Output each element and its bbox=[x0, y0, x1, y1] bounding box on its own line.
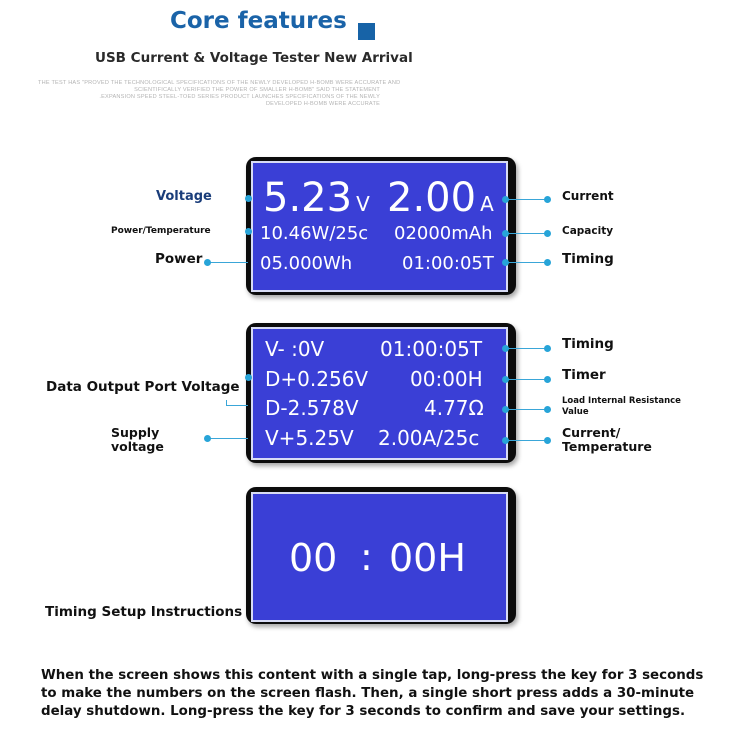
vminus-readout: V- :0V bbox=[265, 337, 325, 361]
label-current-temperature bbox=[562, 426, 652, 455]
label-capacity: Capacity bbox=[562, 225, 614, 237]
label-power: Power bbox=[155, 251, 203, 267]
connector-dot bbox=[544, 196, 551, 203]
timer-readout: 00:00H bbox=[410, 367, 483, 391]
timer-separator: : bbox=[360, 535, 373, 579]
connector-dot bbox=[502, 406, 509, 413]
page-title: Core features bbox=[170, 8, 347, 34]
connector-line bbox=[226, 405, 248, 406]
current-unit: A bbox=[480, 192, 494, 216]
fineprint-line: SCIENTIFICALLY VERIFIED THE POWER OF SMALLER H-BOMB" SAID THE STATEMENT bbox=[134, 87, 380, 93]
power-temperature-readout: 10.46W/25c bbox=[260, 223, 369, 244]
label-timing-2: Timing bbox=[562, 336, 614, 352]
connector-dot bbox=[544, 376, 551, 383]
display-2-screen bbox=[251, 327, 508, 460]
timer-hours: 00 bbox=[289, 536, 338, 580]
connector-dot bbox=[245, 228, 252, 235]
label-data-port-voltage: Data Output Port Voltage bbox=[46, 379, 240, 395]
connector-dot bbox=[502, 345, 509, 352]
connector-dot bbox=[544, 406, 551, 413]
timing-readout: 01:00:05T bbox=[380, 337, 483, 361]
timing-readout: 01:00:05T bbox=[402, 253, 494, 274]
label-load-resistance bbox=[562, 396, 681, 418]
connector-line bbox=[208, 438, 248, 439]
connector-dot bbox=[502, 437, 509, 444]
current-value: 2.00 bbox=[387, 175, 477, 221]
connector-dot bbox=[502, 376, 509, 383]
capacity-readout: 02000mAh bbox=[394, 223, 493, 244]
label-timer: Timer bbox=[562, 367, 606, 383]
connector-dot bbox=[502, 259, 509, 266]
supply-label-line: Supply bbox=[111, 425, 160, 440]
fineprint-line: THE TEST HAS "PROVED THE TECHNOLOGICAL SPECIFICATIONS OF THE NEWLY DEVELOPED H-BOMB WERE ACCURATE AND bbox=[38, 80, 401, 86]
connector-dot bbox=[245, 374, 252, 381]
label-timing-setup: Timing Setup Instructions bbox=[45, 604, 243, 620]
connector-dot bbox=[502, 230, 509, 237]
connector-dot bbox=[544, 230, 551, 237]
label-timing: Timing bbox=[562, 251, 614, 267]
instructions-paragraph: When the screen shows this content with a single tap, long-press the key for 3 seconds to make the numbers on the screen flash. Then, a single short press adds a 30-minute delay shutdown. Long-press the key for 3 seconds to confirm and save your settings. bbox=[41, 668, 704, 719]
display-1-screen bbox=[251, 161, 508, 292]
resistance-label-line: Value bbox=[562, 407, 589, 417]
vplus-readout: V+5.25V bbox=[265, 426, 354, 450]
voltage-unit: V bbox=[356, 192, 370, 216]
label-current: Current bbox=[562, 189, 614, 203]
fineprint-line: DEVELOPED H-BOMB WERE ACCURATE bbox=[265, 101, 380, 107]
connector-line bbox=[506, 379, 548, 380]
fineprint-line: .EXPANSION SPEED STEEL-TOED SERIES PRODUCT LAUNCHES SPECIFICATIONS OF THE NEWLY bbox=[99, 94, 380, 100]
connector-line bbox=[506, 440, 548, 441]
connector-dot bbox=[204, 435, 211, 442]
label-supply-voltage bbox=[111, 426, 164, 455]
connector-dot bbox=[544, 345, 551, 352]
connector-dot bbox=[544, 437, 551, 444]
title-accent-square bbox=[358, 23, 375, 40]
label-voltage: Voltage bbox=[156, 189, 212, 204]
energy-readout: 05.000Wh bbox=[260, 253, 353, 274]
label-power-temperature: Power/Temperature bbox=[111, 226, 211, 236]
connector-line bbox=[506, 199, 548, 200]
connector-line bbox=[506, 233, 548, 234]
connector-line bbox=[506, 348, 548, 349]
current-temp-label-line: Current/ bbox=[562, 425, 621, 440]
connector-line bbox=[208, 262, 248, 263]
voltage-readout bbox=[263, 175, 370, 221]
dplus-readout: D+0.256V bbox=[265, 367, 369, 391]
connector-dot bbox=[204, 259, 211, 266]
resistance-readout: 4.77Ω bbox=[424, 396, 484, 420]
current-readout bbox=[387, 175, 494, 221]
voltage-value: 5.23 bbox=[263, 175, 353, 221]
connector-line bbox=[226, 400, 227, 406]
resistance-label-line: Load Internal Resistance bbox=[562, 396, 681, 406]
display-3-screen bbox=[251, 492, 508, 622]
fineprint-text bbox=[38, 80, 401, 108]
timer-minutes: 00H bbox=[389, 536, 466, 580]
current-temperature-readout: 2.00A/25c bbox=[378, 426, 480, 450]
connector-dot bbox=[544, 259, 551, 266]
supply-label-line: voltage bbox=[111, 439, 164, 455]
connector-dot bbox=[245, 195, 252, 202]
current-temp-label-line: Temperature bbox=[562, 439, 652, 455]
page-subtitle: USB Current & Voltage Tester New Arrival bbox=[95, 50, 413, 66]
connector-dot bbox=[502, 196, 509, 203]
connector-line bbox=[506, 409, 548, 410]
dminus-readout: D-2.578V bbox=[265, 396, 359, 420]
connector-line bbox=[506, 262, 548, 263]
